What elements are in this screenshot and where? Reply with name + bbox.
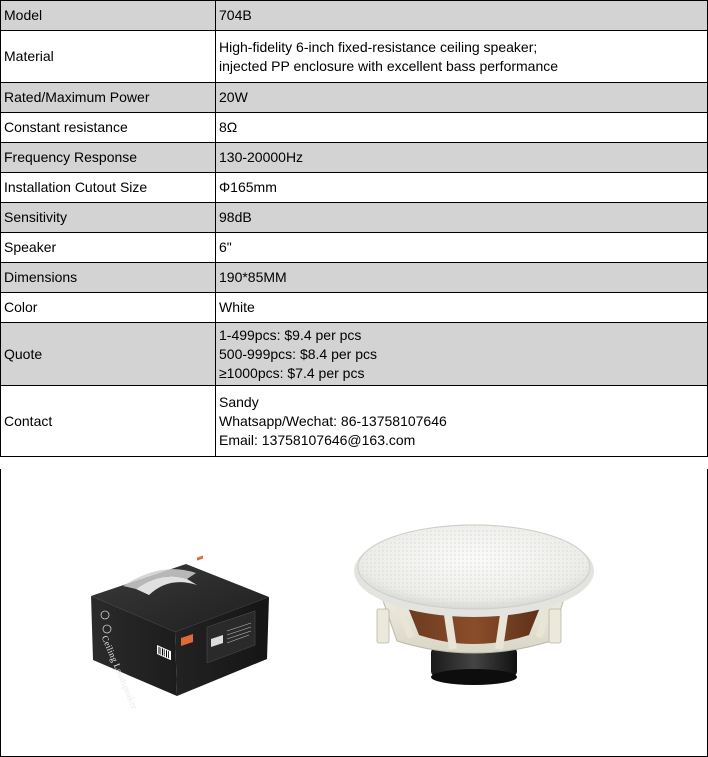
value-model: 704B [216, 1, 708, 31]
table-row-dimensions [1, 263, 708, 293]
value-dimensions: 190*85MM [216, 263, 708, 293]
label-cutout: Installation Cutout Size [1, 173, 216, 203]
value-contact [216, 386, 708, 457]
label-color: Color [1, 293, 216, 323]
table-row-sensitivity [1, 203, 708, 233]
value-power: 20W [216, 83, 708, 113]
table-row-color [1, 293, 708, 323]
value-material [216, 31, 708, 83]
table-row-model [1, 1, 708, 31]
ceiling-speaker [354, 525, 594, 685]
table-row-quote [1, 323, 708, 386]
label-resistance: Constant resistance [1, 113, 216, 143]
table-row-cutout [1, 173, 708, 203]
material-line-1: High-fidelity 6-inch fixed-resistance ceiling speaker; [219, 38, 538, 55]
value-resistance: 8Ω [216, 113, 708, 143]
value-frequency: 130-20000Hz [216, 143, 708, 173]
table-row-resistance [1, 113, 708, 143]
ceiling-speaker-illustration [1, 469, 707, 756]
table-row-frequency [1, 143, 708, 173]
label-material: Material [1, 31, 216, 83]
label-dimensions: Dimensions [1, 263, 216, 293]
label-contact: Contact [1, 386, 216, 457]
quote-line-3: ≥1000pcs: $7.4 per pcs [219, 364, 365, 381]
label-sensitivity: Sensitivity [1, 203, 216, 233]
quote-line-2: 500-999pcs: $8.4 per pcs [219, 345, 377, 362]
material-line-2: injected PP enclosure with excellent bass performance [219, 57, 559, 74]
contact-whatsapp: Whatsapp/Wechat: 86-13758107646 [219, 412, 447, 429]
box-side-text: Ceiling Loudspeaker [99, 634, 140, 711]
table-row-material [1, 31, 708, 83]
table-row-contact [1, 386, 708, 457]
value-quote [216, 323, 708, 386]
table-row-power [1, 83, 708, 113]
label-speaker: Speaker [1, 233, 216, 263]
label-power: Rated/Maximum Power [1, 83, 216, 113]
product-photo-area [0, 469, 708, 757]
value-speaker: 6" [216, 233, 708, 263]
quote-line-1: 1-499pcs: $9.4 per pcs [219, 326, 362, 343]
table-row-speaker [1, 233, 708, 263]
label-model: Model [1, 1, 216, 31]
contact-email: Email: 13758107646@163.com [219, 431, 416, 448]
value-sensitivity: 98dB [216, 203, 708, 233]
value-cutout: Φ165mm [216, 173, 708, 203]
contact-name: Sandy [219, 393, 259, 410]
value-color: White [216, 293, 708, 323]
label-quote: Quote [1, 323, 216, 386]
label-frequency: Frequency Response [1, 143, 216, 173]
